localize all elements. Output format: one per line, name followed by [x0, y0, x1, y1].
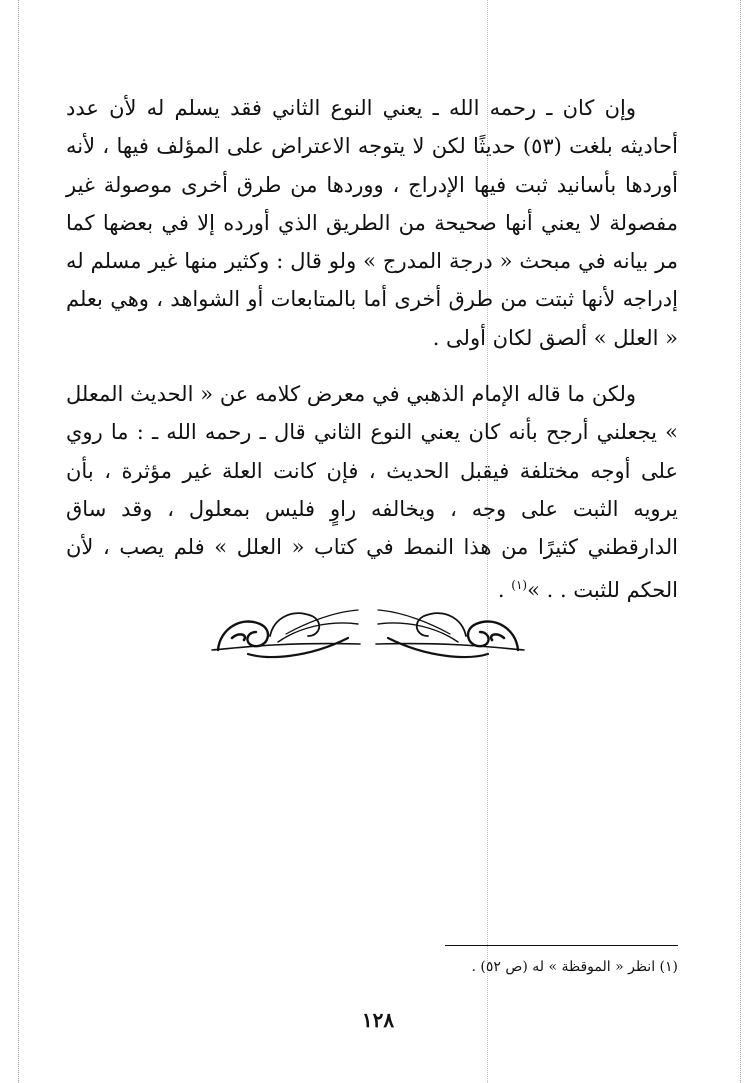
footnote: (١) انظر « الموقظة » له (ص ٥٢) . [471, 959, 678, 975]
footnote-reference: (١) [511, 578, 528, 593]
paragraph-2-text: ولكن ما قاله الإمام الذهبي في معرض كلامه عن « الحديث المعلل » يجعلني أرجح بأنه كان يعني النوع الثاني قال ـ رحمه الله ـ : ما روي على أوجه مختلفة فيقبل الحديث ، فإن كانت العلة غير مؤثرة ، بأن يرويه الثبت على وجه ، ويخالفه راوٍ فليس بمعلول ، وقد ساق الدارقطني كثيرًا من هذا النمط في كتاب « العلل » فلم يصب ، لأن الحكم للثبت . . » [66, 382, 678, 603]
page-number: ١٢٨ [361, 1008, 395, 1032]
paragraph-2: ولكن ما قاله الإمام الذهبي في معرض كلامه عن « الحديث المعلل » يجعلني أرجح بأنه كان يعني النوع الثاني قال ـ رحمه الله ـ : ما روي على أوجه مختلفة فيقبل الحديث ، فإن كانت العلة غير مؤثرة ، بأن يرويه الثبت على وجه ، ويخالفه راوٍ فليس بمعلول ، وقد ساق الدارقطني كثيرًا من هذا النمط في كتاب « العلل » فلم يصب ، لأن الحكم للثبت . . »$^{(١)}$ . [66, 382, 678, 603]
paragraph-1-text: وإن كان ـ رحمه الله ـ يعني النوع الثاني فقد يسلم له لأن عدد أحاديثه بلغت (٥٣) حديثًا لكن لا يتوجه الاعتراض على المؤلف فيها ، لأنه أوردها بأسانيد ثبت فيها الإدراج ، ووردها من طرق أخرى موصولة غير مفصولة لا يعني أنها صحيحة من الطريق الذي أورده إلا في بعضها كما مر بيانه في مبحث « درجة المدرج » ولو قال : وكثير منها غير مسلم له إدراجه لأنها ثبتت من طرق أخرى أما بالمتابعات أو الشواهد ، وهي بعلم « العلل » ألصق لكان أولى . [66, 96, 678, 350]
right-edge-dotted-line [740, 0, 741, 1083]
paragraph-1 [66, 89, 678, 357]
footnote-separator [445, 945, 678, 946]
decorative-ornament-icon [208, 598, 528, 668]
left-edge-dotted-line [18, 0, 19, 1083]
